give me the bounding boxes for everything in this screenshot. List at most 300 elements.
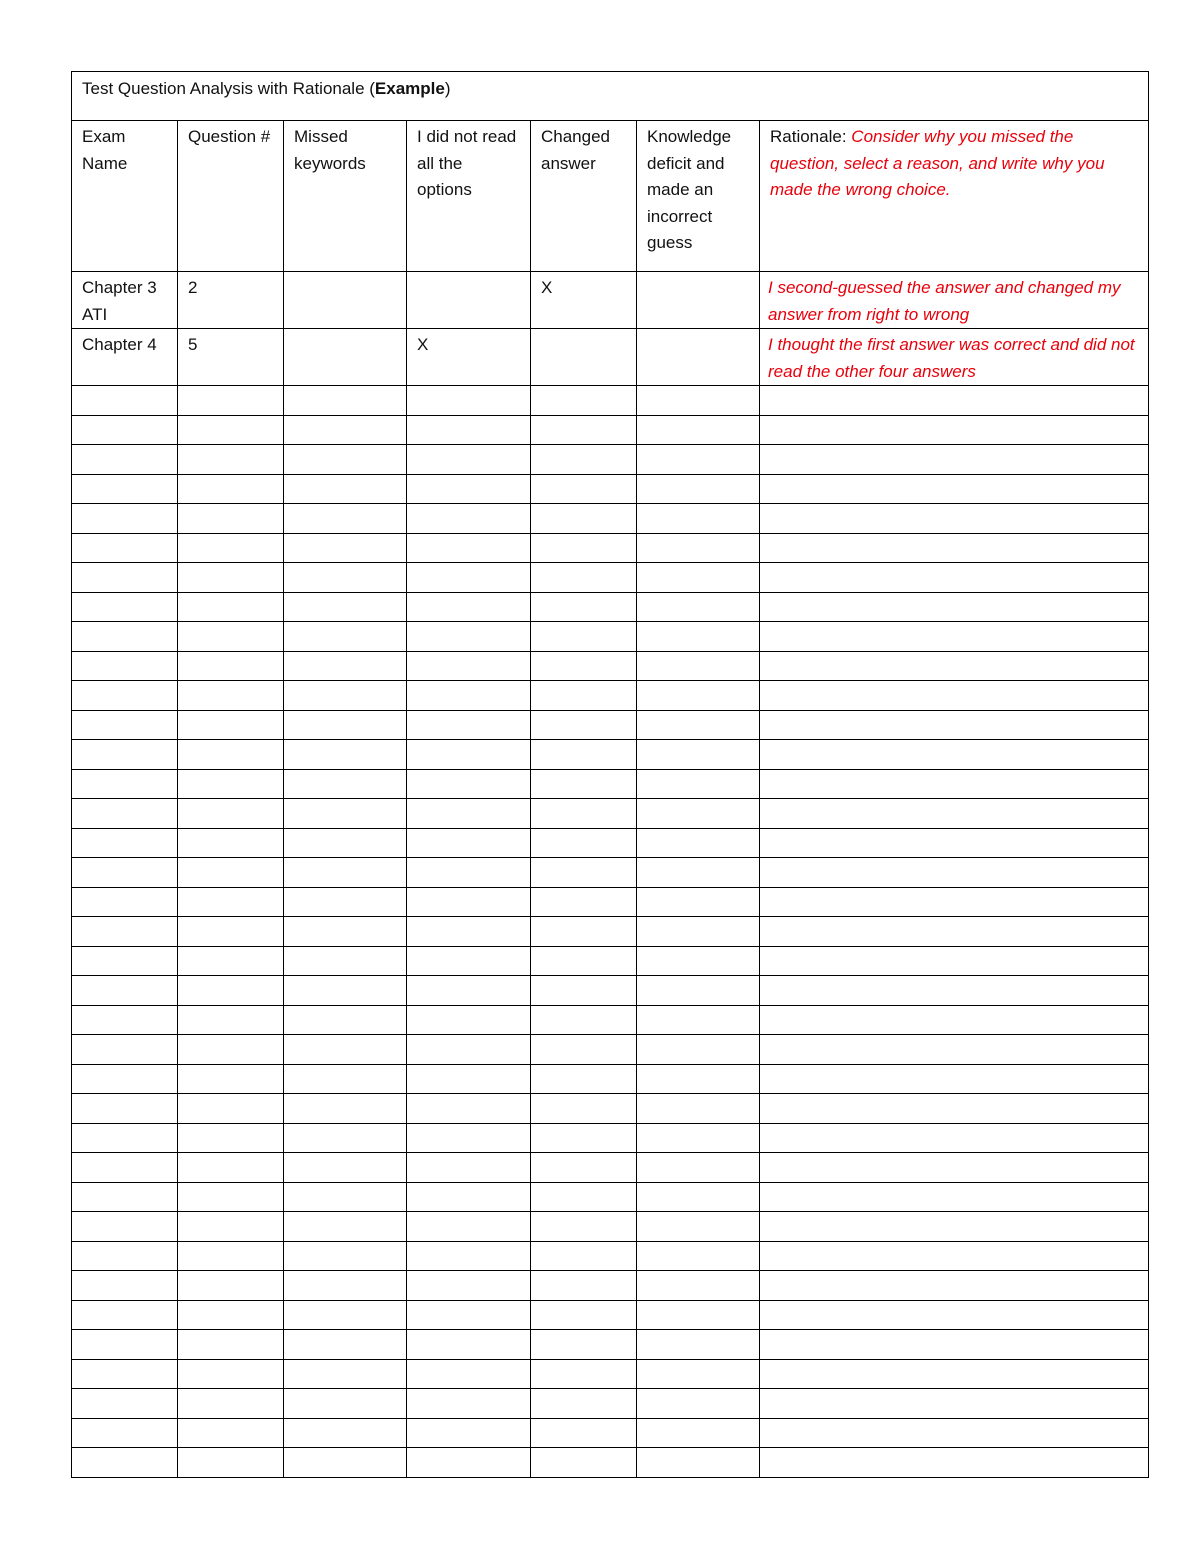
empty-cell-exam-name [72, 1330, 178, 1360]
empty-cell-rationale [760, 1448, 1149, 1478]
empty-cell-knowledge-deficit [637, 917, 760, 947]
empty-cell-changed-answer [531, 858, 637, 888]
empty-cell-knowledge-deficit [637, 386, 760, 416]
empty-cell-exam-name [72, 1389, 178, 1419]
cell-question-number: 5 [178, 329, 284, 386]
empty-cell-changed-answer [531, 415, 637, 445]
cell-question-number: 2 [178, 272, 284, 329]
empty-cell-changed-answer [531, 1271, 637, 1301]
empty-cell-rationale [760, 651, 1149, 681]
empty-cell-changed-answer [531, 740, 637, 770]
empty-cell-knowledge-deficit [637, 740, 760, 770]
empty-table-row [72, 887, 1149, 917]
empty-cell-knowledge-deficit [637, 563, 760, 593]
empty-cell-changed-answer [531, 1241, 637, 1271]
empty-table-row [72, 1123, 1149, 1153]
empty-cell-changed-answer [531, 828, 637, 858]
empty-cell-rationale [760, 917, 1149, 947]
empty-table-row [72, 1094, 1149, 1124]
empty-cell-question-number [178, 917, 284, 947]
empty-table-row [72, 386, 1149, 416]
empty-table-row [72, 1064, 1149, 1094]
empty-cell-did-not-read-options [407, 563, 531, 593]
empty-cell-missed-keywords [284, 858, 407, 888]
empty-cell-changed-answer [531, 1123, 637, 1153]
title-prefix: Test Question Analysis with Rationale ( [82, 79, 375, 98]
empty-cell-exam-name [72, 858, 178, 888]
empty-table-row [72, 1330, 1149, 1360]
empty-cell-missed-keywords [284, 622, 407, 652]
empty-cell-question-number [178, 828, 284, 858]
empty-cell-knowledge-deficit [637, 1035, 760, 1065]
empty-cell-question-number [178, 592, 284, 622]
empty-cell-exam-name [72, 445, 178, 475]
empty-cell-changed-answer [531, 1005, 637, 1035]
empty-table-row [72, 946, 1149, 976]
empty-cell-changed-answer [531, 504, 637, 534]
empty-cell-changed-answer [531, 592, 637, 622]
empty-cell-question-number [178, 622, 284, 652]
empty-cell-rationale [760, 828, 1149, 858]
empty-cell-rationale [760, 592, 1149, 622]
empty-cell-did-not-read-options [407, 887, 531, 917]
empty-cell-question-number [178, 1241, 284, 1271]
empty-cell-missed-keywords [284, 1035, 407, 1065]
empty-table-row [72, 1005, 1149, 1035]
title-emphasis: Example [374, 79, 445, 98]
empty-cell-knowledge-deficit [637, 1094, 760, 1124]
empty-cell-rationale [760, 858, 1149, 888]
empty-cell-changed-answer [531, 769, 637, 799]
empty-cell-changed-answer [531, 917, 637, 947]
empty-cell-did-not-read-options [407, 386, 531, 416]
header-exam-name: Exam Name [72, 121, 178, 272]
empty-cell-rationale [760, 976, 1149, 1006]
header-rationale [760, 121, 1149, 272]
empty-cell-did-not-read-options [407, 622, 531, 652]
empty-cell-question-number [178, 681, 284, 711]
empty-cell-question-number [178, 1359, 284, 1389]
empty-cell-changed-answer [531, 651, 637, 681]
empty-cell-changed-answer [531, 474, 637, 504]
empty-cell-changed-answer [531, 563, 637, 593]
empty-cell-question-number [178, 1182, 284, 1212]
empty-cell-knowledge-deficit [637, 1212, 760, 1242]
test-question-analysis-table [71, 71, 1149, 1478]
empty-cell-did-not-read-options [407, 917, 531, 947]
empty-cell-did-not-read-options [407, 1418, 531, 1448]
empty-cell-exam-name [72, 799, 178, 829]
empty-table-row [72, 1153, 1149, 1183]
empty-cell-exam-name [72, 1123, 178, 1153]
empty-cell-question-number [178, 1330, 284, 1360]
empty-cell-missed-keywords [284, 1330, 407, 1360]
empty-cell-missed-keywords [284, 415, 407, 445]
empty-cell-missed-keywords [284, 1418, 407, 1448]
empty-cell-exam-name [72, 1271, 178, 1301]
empty-cell-knowledge-deficit [637, 1182, 760, 1212]
header-question-number: Question # [178, 121, 284, 272]
empty-cell-exam-name [72, 1241, 178, 1271]
rationale-instruction: Consider why you missed the question, select a reason, and write why you made the wrong choice. [770, 127, 1105, 199]
empty-cell-did-not-read-options [407, 1359, 531, 1389]
empty-cell-rationale [760, 799, 1149, 829]
empty-cell-changed-answer [531, 1153, 637, 1183]
empty-cell-exam-name [72, 622, 178, 652]
empty-cell-missed-keywords [284, 887, 407, 917]
empty-cell-changed-answer [531, 1389, 637, 1419]
empty-table-row [72, 1271, 1149, 1301]
empty-cell-exam-name [72, 651, 178, 681]
empty-cell-knowledge-deficit [637, 1359, 760, 1389]
empty-cell-rationale [760, 1359, 1149, 1389]
empty-cell-changed-answer [531, 1418, 637, 1448]
empty-cell-knowledge-deficit [637, 1153, 760, 1183]
empty-cell-question-number [178, 740, 284, 770]
empty-cell-exam-name [72, 1448, 178, 1478]
empty-cell-question-number [178, 1448, 284, 1478]
empty-table-row [72, 1300, 1149, 1330]
empty-cell-knowledge-deficit [637, 887, 760, 917]
empty-table-row [72, 533, 1149, 563]
empty-cell-question-number [178, 563, 284, 593]
empty-cell-missed-keywords [284, 1005, 407, 1035]
empty-cell-rationale [760, 1123, 1149, 1153]
table-row [72, 329, 1149, 386]
empty-cell-exam-name [72, 917, 178, 947]
empty-cell-missed-keywords [284, 651, 407, 681]
empty-cell-did-not-read-options [407, 710, 531, 740]
empty-table-row [72, 917, 1149, 947]
table-title [72, 72, 1149, 121]
empty-cell-exam-name [72, 1418, 178, 1448]
cell-missed-keywords [284, 329, 407, 386]
empty-table-row [72, 858, 1149, 888]
empty-cell-did-not-read-options [407, 1271, 531, 1301]
empty-cell-changed-answer [531, 710, 637, 740]
empty-cell-rationale [760, 622, 1149, 652]
empty-cell-exam-name [72, 1035, 178, 1065]
empty-cell-missed-keywords [284, 1300, 407, 1330]
empty-cell-did-not-read-options [407, 828, 531, 858]
title-suffix: ) [444, 79, 451, 98]
empty-cell-missed-keywords [284, 1241, 407, 1271]
empty-cell-exam-name [72, 1064, 178, 1094]
empty-cell-exam-name [72, 976, 178, 1006]
empty-cell-knowledge-deficit [637, 681, 760, 711]
empty-table-row [72, 651, 1149, 681]
header-missed-keywords: Missed keywords [284, 121, 407, 272]
empty-cell-exam-name [72, 1153, 178, 1183]
empty-table-row [72, 1448, 1149, 1478]
empty-cell-question-number [178, 1271, 284, 1301]
empty-cell-rationale [760, 1035, 1149, 1065]
empty-cell-did-not-read-options [407, 592, 531, 622]
empty-cell-exam-name [72, 946, 178, 976]
empty-table-row [72, 592, 1149, 622]
empty-cell-missed-keywords [284, 681, 407, 711]
empty-cell-question-number [178, 1094, 284, 1124]
empty-cell-exam-name [72, 828, 178, 858]
empty-cell-missed-keywords [284, 563, 407, 593]
empty-cell-exam-name [72, 681, 178, 711]
empty-cell-rationale [760, 1330, 1149, 1360]
empty-table-row [72, 710, 1149, 740]
cell-did-not-read-options: X [407, 329, 531, 386]
empty-cell-rationale [760, 386, 1149, 416]
empty-cell-rationale [760, 1064, 1149, 1094]
empty-cell-did-not-read-options [407, 858, 531, 888]
empty-cell-exam-name [72, 1300, 178, 1330]
empty-cell-did-not-read-options [407, 1330, 531, 1360]
empty-cell-knowledge-deficit [637, 504, 760, 534]
empty-cell-exam-name [72, 592, 178, 622]
empty-cell-missed-keywords [284, 1123, 407, 1153]
empty-table-row [72, 1359, 1149, 1389]
empty-table-row [72, 740, 1149, 770]
cell-did-not-read-options [407, 272, 531, 329]
empty-cell-missed-keywords [284, 1064, 407, 1094]
empty-cell-exam-name [72, 1359, 178, 1389]
empty-cell-question-number [178, 1064, 284, 1094]
empty-cell-question-number [178, 445, 284, 475]
empty-cell-missed-keywords [284, 592, 407, 622]
empty-cell-rationale [760, 1153, 1149, 1183]
empty-cell-rationale [760, 415, 1149, 445]
empty-table-row [72, 976, 1149, 1006]
empty-cell-did-not-read-options [407, 1064, 531, 1094]
empty-cell-rationale [760, 445, 1149, 475]
table-row [72, 272, 1149, 329]
empty-cell-knowledge-deficit [637, 858, 760, 888]
empty-cell-question-number [178, 1212, 284, 1242]
empty-cell-knowledge-deficit [637, 769, 760, 799]
empty-cell-knowledge-deficit [637, 799, 760, 829]
empty-cell-missed-keywords [284, 917, 407, 947]
empty-cell-missed-keywords [284, 1448, 407, 1478]
empty-cell-exam-name [72, 386, 178, 416]
empty-cell-rationale [760, 710, 1149, 740]
empty-cell-missed-keywords [284, 386, 407, 416]
empty-cell-exam-name [72, 769, 178, 799]
empty-cell-did-not-read-options [407, 533, 531, 563]
cell-knowledge-deficit [637, 272, 760, 329]
empty-cell-did-not-read-options [407, 799, 531, 829]
empty-cell-did-not-read-options [407, 1094, 531, 1124]
empty-cell-missed-keywords [284, 740, 407, 770]
empty-cell-missed-keywords [284, 1389, 407, 1419]
empty-cell-missed-keywords [284, 1212, 407, 1242]
empty-cell-did-not-read-options [407, 946, 531, 976]
empty-cell-missed-keywords [284, 976, 407, 1006]
empty-cell-did-not-read-options [407, 1241, 531, 1271]
empty-cell-did-not-read-options [407, 1035, 531, 1065]
empty-cell-rationale [760, 946, 1149, 976]
empty-table-row [72, 445, 1149, 475]
empty-cell-rationale [760, 1005, 1149, 1035]
empty-cell-changed-answer [531, 1359, 637, 1389]
empty-cell-missed-keywords [284, 769, 407, 799]
empty-cell-changed-answer [531, 1300, 637, 1330]
empty-cell-rationale [760, 681, 1149, 711]
empty-cell-knowledge-deficit [637, 1300, 760, 1330]
empty-cell-question-number [178, 976, 284, 1006]
empty-table-row [72, 1241, 1149, 1271]
empty-cell-question-number [178, 946, 284, 976]
empty-cell-missed-keywords [284, 445, 407, 475]
empty-cell-question-number [178, 710, 284, 740]
empty-cell-knowledge-deficit [637, 1064, 760, 1094]
empty-cell-rationale [760, 1094, 1149, 1124]
empty-cell-knowledge-deficit [637, 1330, 760, 1360]
empty-cell-missed-keywords [284, 1359, 407, 1389]
empty-cell-changed-answer [531, 1064, 637, 1094]
empty-cell-question-number [178, 1300, 284, 1330]
empty-cell-missed-keywords [284, 533, 407, 563]
empty-cell-question-number [178, 858, 284, 888]
empty-table-row [72, 415, 1149, 445]
empty-cell-exam-name [72, 740, 178, 770]
empty-table-row [72, 828, 1149, 858]
empty-cell-did-not-read-options [407, 769, 531, 799]
cell-changed-answer: X [531, 272, 637, 329]
empty-cell-changed-answer [531, 622, 637, 652]
empty-cell-changed-answer [531, 1035, 637, 1065]
cell-rationale: I thought the first answer was correct and did not read the other four answers [760, 329, 1149, 386]
empty-cell-exam-name [72, 710, 178, 740]
empty-cell-question-number [178, 415, 284, 445]
empty-cell-rationale [760, 1418, 1149, 1448]
empty-cell-exam-name [72, 1182, 178, 1212]
empty-cell-exam-name [72, 1212, 178, 1242]
empty-cell-rationale [760, 474, 1149, 504]
empty-cell-question-number [178, 1418, 284, 1448]
empty-cell-question-number [178, 504, 284, 534]
empty-cell-rationale [760, 740, 1149, 770]
empty-cell-question-number [178, 887, 284, 917]
cell-exam-name: Chapter 4 [72, 329, 178, 386]
empty-cell-missed-keywords [284, 474, 407, 504]
empty-cell-question-number [178, 1123, 284, 1153]
empty-cell-rationale [760, 1212, 1149, 1242]
empty-cell-changed-answer [531, 1448, 637, 1478]
empty-cell-question-number [178, 651, 284, 681]
empty-table-row [72, 474, 1149, 504]
empty-cell-missed-keywords [284, 799, 407, 829]
empty-cell-missed-keywords [284, 946, 407, 976]
empty-cell-rationale [760, 1271, 1149, 1301]
empty-cell-changed-answer [531, 445, 637, 475]
empty-cell-knowledge-deficit [637, 828, 760, 858]
empty-cell-did-not-read-options [407, 415, 531, 445]
empty-cell-question-number [178, 799, 284, 829]
empty-cell-changed-answer [531, 386, 637, 416]
empty-cell-rationale [760, 1241, 1149, 1271]
empty-cell-changed-answer [531, 1094, 637, 1124]
empty-cell-knowledge-deficit [637, 474, 760, 504]
empty-cell-question-number [178, 474, 284, 504]
empty-cell-did-not-read-options [407, 1212, 531, 1242]
empty-table-row [72, 1418, 1149, 1448]
empty-cell-knowledge-deficit [637, 1389, 760, 1419]
empty-cell-question-number [178, 533, 284, 563]
empty-cell-did-not-read-options [407, 1448, 531, 1478]
cell-rationale: I second-guessed the answer and changed my answer from right to wrong [760, 272, 1149, 329]
empty-cell-rationale [760, 563, 1149, 593]
empty-table-row [72, 681, 1149, 711]
empty-cell-knowledge-deficit [637, 592, 760, 622]
empty-cell-missed-keywords [284, 1094, 407, 1124]
empty-cell-rationale [760, 504, 1149, 534]
empty-cell-knowledge-deficit [637, 946, 760, 976]
empty-cell-changed-answer [531, 1212, 637, 1242]
empty-cell-rationale [760, 1182, 1149, 1212]
header-row [72, 121, 1149, 272]
empty-cell-knowledge-deficit [637, 1123, 760, 1153]
empty-cell-missed-keywords [284, 828, 407, 858]
empty-cell-knowledge-deficit [637, 710, 760, 740]
empty-cell-missed-keywords [284, 1153, 407, 1183]
empty-cell-knowledge-deficit [637, 622, 760, 652]
empty-cell-knowledge-deficit [637, 445, 760, 475]
empty-table-row [72, 769, 1149, 799]
empty-cell-did-not-read-options [407, 474, 531, 504]
empty-cell-changed-answer [531, 976, 637, 1006]
empty-cell-did-not-read-options [407, 504, 531, 534]
empty-cell-rationale [760, 533, 1149, 563]
empty-cell-missed-keywords [284, 710, 407, 740]
empty-cell-rationale [760, 887, 1149, 917]
empty-cell-question-number [178, 1153, 284, 1183]
empty-cell-knowledge-deficit [637, 415, 760, 445]
empty-cell-did-not-read-options [407, 1153, 531, 1183]
empty-cell-did-not-read-options [407, 651, 531, 681]
empty-cell-question-number [178, 386, 284, 416]
empty-cell-missed-keywords [284, 1271, 407, 1301]
empty-cell-changed-answer [531, 681, 637, 711]
empty-cell-exam-name [72, 563, 178, 593]
empty-cell-changed-answer [531, 533, 637, 563]
empty-cell-exam-name [72, 474, 178, 504]
empty-table-row [72, 1182, 1149, 1212]
empty-cell-knowledge-deficit [637, 1005, 760, 1035]
empty-cell-knowledge-deficit [637, 1418, 760, 1448]
empty-cell-exam-name [72, 1005, 178, 1035]
empty-cell-did-not-read-options [407, 1300, 531, 1330]
empty-table-row [72, 563, 1149, 593]
empty-cell-changed-answer [531, 1330, 637, 1360]
empty-cell-did-not-read-options [407, 445, 531, 475]
empty-cell-did-not-read-options [407, 1182, 531, 1212]
empty-table-row [72, 504, 1149, 534]
empty-cell-question-number [178, 1389, 284, 1419]
empty-cell-changed-answer [531, 1182, 637, 1212]
header-changed-answer: Changed answer [531, 121, 637, 272]
empty-cell-did-not-read-options [407, 740, 531, 770]
empty-cell-changed-answer [531, 946, 637, 976]
empty-cell-exam-name [72, 1094, 178, 1124]
empty-cell-did-not-read-options [407, 976, 531, 1006]
empty-cell-knowledge-deficit [637, 1271, 760, 1301]
empty-cell-changed-answer [531, 799, 637, 829]
empty-cell-knowledge-deficit [637, 1448, 760, 1478]
empty-cell-knowledge-deficit [637, 651, 760, 681]
header-did-not-read-options: I did not read all the options [407, 121, 531, 272]
header-knowledge-deficit: Knowledge deficit and made an incorrect guess [637, 121, 760, 272]
empty-table-row [72, 1212, 1149, 1242]
cell-knowledge-deficit [637, 329, 760, 386]
empty-cell-exam-name [72, 504, 178, 534]
